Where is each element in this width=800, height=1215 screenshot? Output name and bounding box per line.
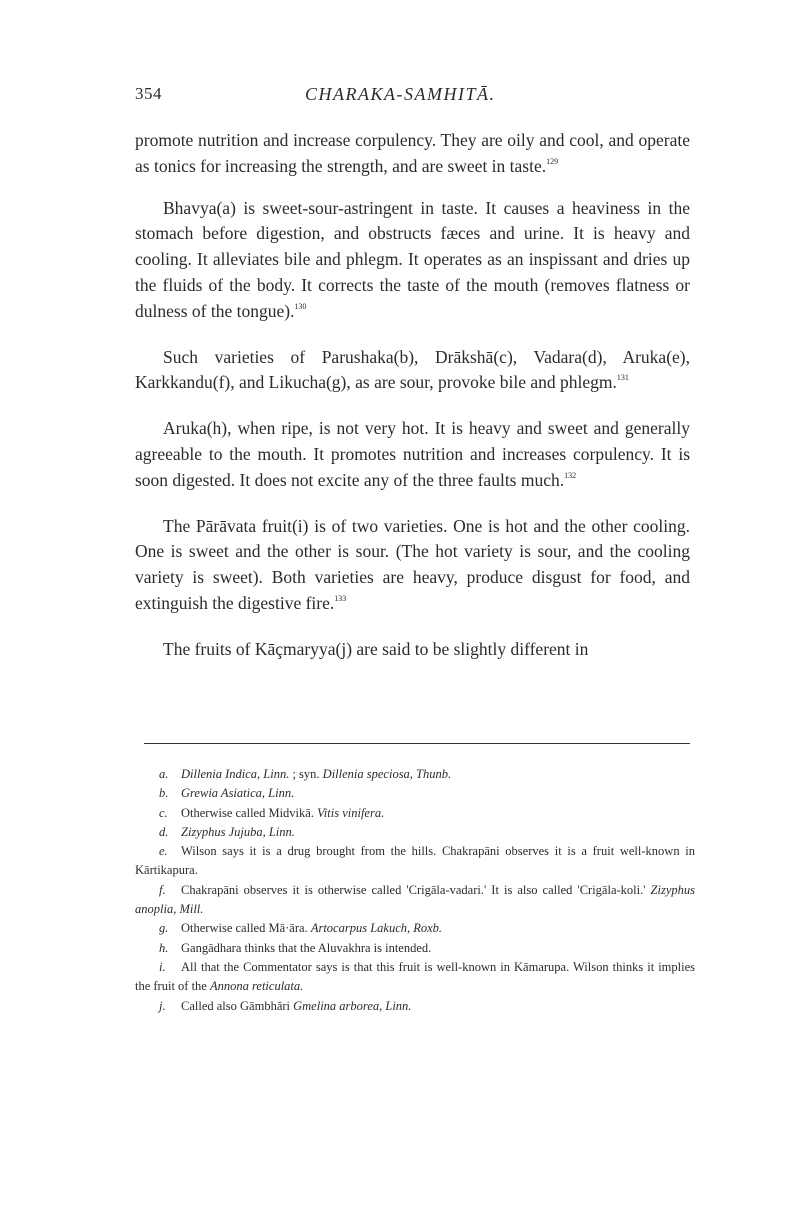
footnote — [135, 997, 695, 1016]
main-text — [135, 128, 690, 683]
footnote — [135, 765, 695, 784]
text-run: Called also Gāmbhāri — [181, 998, 294, 1013]
footnote-key: b. — [159, 786, 169, 801]
text-run: Otherwise called Midvikā. — [181, 805, 318, 820]
text-run: (j) — [335, 638, 353, 659]
footnote-key: h. — [159, 940, 169, 955]
botanical-name: Artocarpus Lakuch, Roxb. — [310, 921, 443, 936]
page-number: 354 — [135, 84, 162, 103]
footnote — [135, 842, 695, 881]
paragraph — [135, 196, 690, 325]
paragraph — [135, 637, 690, 663]
verse-number: 129 — [546, 156, 559, 166]
botanical-name: Dillenia Indica, Linn. — [181, 767, 290, 781]
text-run: , Aruka — [602, 346, 667, 367]
footnote — [135, 784, 695, 803]
text-run: Such varieties of Parushaka — [163, 346, 394, 367]
footnote — [135, 881, 695, 920]
botanical-name: Gmelina arborea, Linn. — [293, 998, 412, 1013]
footnotes — [135, 765, 695, 1016]
text-run: (h) — [206, 418, 228, 439]
text-run: Gangādhara thinks that the Aluvakhra is intended. — [181, 940, 432, 955]
footnote-divider — [144, 743, 690, 744]
text-run: Bhavya — [163, 197, 217, 218]
footnote — [135, 823, 695, 842]
footnote-key: f. — [159, 882, 166, 897]
text-run: All that the Commentator says is that this fruit is well-known in Kāmarupa. Wilson thinks it implies the fruit of the — [135, 959, 695, 994]
paragraph — [135, 514, 690, 617]
botanical-name: Grewia Asiatica, Linn. — [181, 786, 295, 801]
verse-number: 132 — [564, 470, 577, 480]
text-run: , as are sour, provoke bile and phlegm. — [346, 372, 617, 393]
text-run: (i) — [291, 515, 309, 536]
footnote-key: c. — [159, 805, 168, 820]
footnote-key: d. — [159, 824, 169, 839]
page-header — [135, 84, 690, 114]
text-run: ; syn. — [289, 767, 323, 781]
text-run: (e) — [666, 346, 686, 367]
text-run: (b) — [393, 346, 415, 367]
botanical-name: Dillenia speciosa, Thunb. — [322, 767, 452, 781]
footnote-key: e. — [159, 844, 168, 859]
botanical-name: Zizyphus Jujuba, Linn. — [181, 824, 295, 839]
running-title: CHARAKA-SAMHITĀ. — [305, 84, 496, 104]
text-run: are said to be slightly different in — [352, 638, 589, 659]
text-run: Aruka — [163, 418, 207, 439]
verse-number: 130 — [294, 301, 307, 311]
text-run: is sweet-sour-astringent in taste. It causes a heaviness in the stomach before digestion, and obstructs fæces and urine. It is heavy and cooling. It alleviates bile and phlegm. It operates as an inspissant and dries up the fluids of the body. It corrects the taste of the mouth (removes flatness or dulness of the tongue). — [135, 197, 690, 321]
verse-number: 131 — [616, 373, 629, 383]
text-run: promote nutrition and increase corpulency. They are oily and cool, and operate as tonics for increasing the strength, and are sweet in taste. — [135, 130, 690, 176]
footnote — [135, 958, 695, 997]
text-run: (f) — [212, 372, 231, 393]
footnote — [135, 919, 695, 938]
text-run: (c) — [493, 346, 513, 367]
botanical-name: Vitis vinifera. — [317, 805, 385, 820]
text-run: , and Likucha — [230, 372, 326, 393]
text-run: Otherwise called Mā·āra. — [181, 921, 311, 936]
text-run: , when ripe, is not very hot. It is heavy and sweet and generally agreeable to the mouth. It promotes nutrition and increases corpulency. It is soon digested. It does not excite any of the three faults much. — [135, 418, 690, 490]
text-run: is of two varieties. One is hot and the other cooling. One is sweet and the other is sour. (The hot variety is sour, and the cooling variety is sweet). Both varieties are heavy, produce disgust for food, and extinguish the digestive fire. — [135, 515, 691, 613]
text-run: , Vadara — [512, 346, 583, 367]
botanical-name: Annona reticulata. — [209, 979, 304, 994]
paragraph — [135, 128, 690, 180]
text-run: The fruits of Kāçmaryya — [163, 638, 336, 659]
footnote — [135, 804, 695, 823]
paragraph — [135, 345, 690, 397]
text-run: Chakrapāni observes it is otherwise called 'Crigāla-vadari.' It is also called 'Crigāla-koli.' — [181, 882, 651, 897]
botanical-name: Zizyphus anoplia, Mill. — [135, 882, 695, 917]
paragraph — [135, 416, 690, 493]
verse-number: 133 — [334, 593, 347, 603]
footnote-key: j. — [159, 998, 166, 1013]
footnote-key: a. — [159, 767, 169, 781]
text-run: , Karkkandu — [135, 346, 691, 393]
text-run: , Drākshā — [414, 346, 494, 367]
footnote — [135, 939, 695, 958]
text-run: (d) — [582, 346, 603, 367]
text-run: (g) — [325, 372, 347, 393]
footnote-key: g. — [159, 921, 169, 936]
text-run: (a) — [216, 197, 236, 218]
footnote-key: i. — [159, 959, 166, 974]
text-run: The Pārāvata fruit — [163, 515, 292, 536]
text-run: Wilson says it is a drug brought from the hills. Chakrapāni observes it is a fruit well-known in Kārtikapura. — [135, 844, 695, 878]
